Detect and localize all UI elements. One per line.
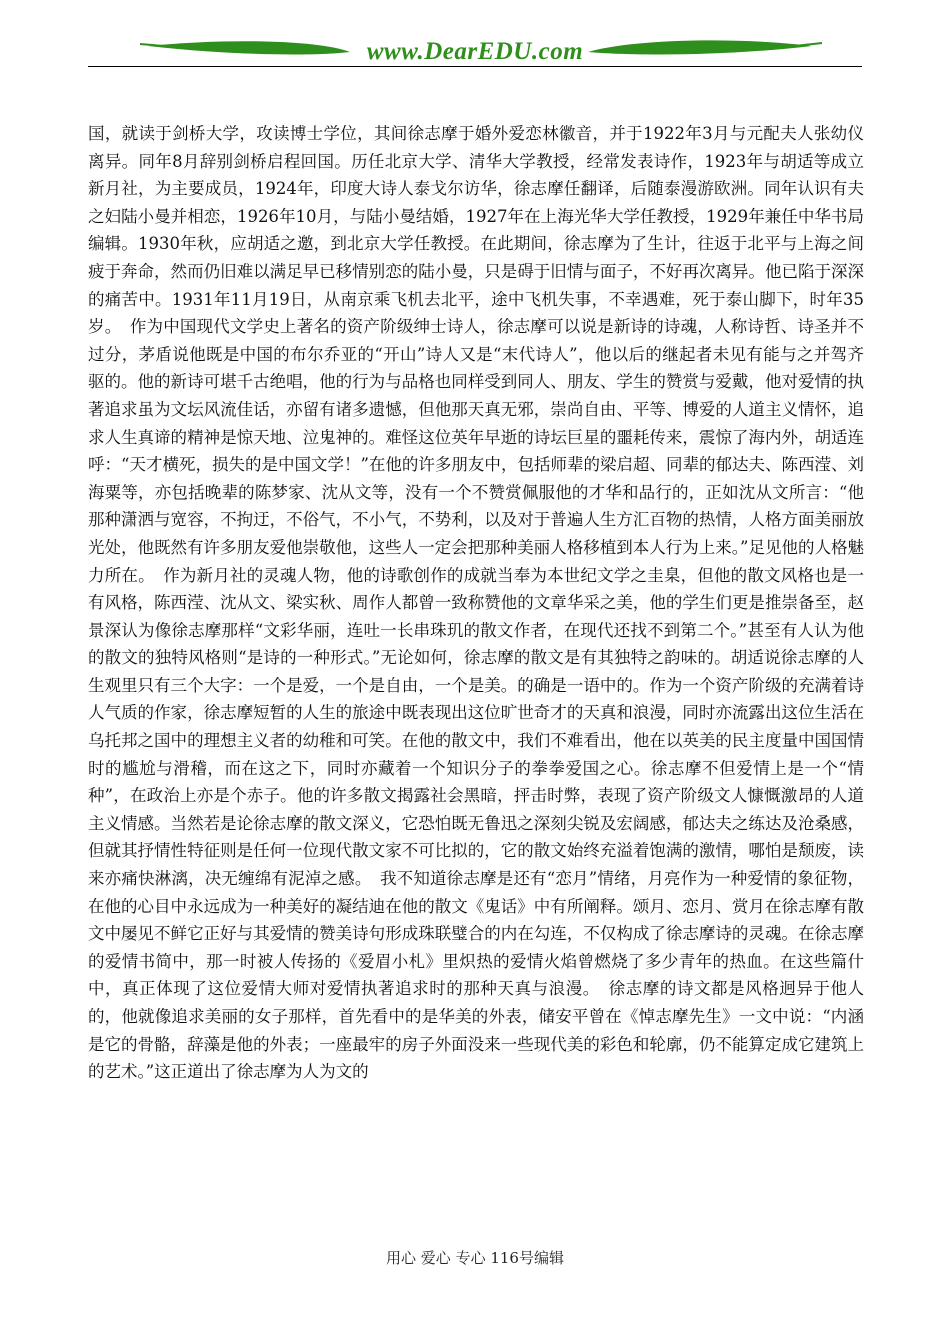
site-logo-text[interactable]: www.DearEDU.com bbox=[366, 38, 584, 65]
page-header bbox=[88, 30, 862, 74]
header-divider bbox=[88, 66, 862, 67]
article-paragraph: 国，就读于剑桥大学，攻读博士学位，其间徐志摩于婚外爱恋林徽音，并于1922年3月与元配夫人张幼仪离异。同年8月辞别剑桥启程回国。历任北京大学、清华大学教授，经常发表诗作，1923年与胡适等成立新月社，为主要成员，1924年，印度大诗人泰戈尔访华，徐志摩任翻译，后随泰漫游欧洲。同年认识有夫之妇陆小曼并相恋，1926年10月，与陆小曼结婚，1927年在上海光华大学任教授，1929年兼任中华书局编辑。1930年秋，应胡适之邀，到北京大学任教授。在此期间，徐志摩为了生计，往返于北平与上海之间疲于奔命，然而仍旧难以满足早已移情别恋的陆小曼，只是碍于旧情与面子，不好再次离异。他已陷于深深的痛苦中。1931年11月19日，从南京乘飞机去北平，途中飞机失事，不幸遇难，死于泰山脚下，时年35岁。 作为中国现代文学史上著名的资产阶级绅士诗人，徐志摩可以说是新诗的诗魂，人称诗哲、诗圣并不过分，茅盾说他既是中国的布尔乔亚的“开山”诗人又是“末代诗人”，他以后的继起者未见有能与之并驾齐驱的。他的新诗可堪千古绝唱，他的行为与品格也同样受到同人、朋友、学生的赞赏与爱戴，他对爱情的执著追求虽为文坛风流佳话，亦留有诸多遗憾，但他那天真无邪，崇尚自由、平等、博爱的人道主义情怀，追求人生真谛的精神是惊天地、泣鬼神的。难怪这位英年早逝的诗坛巨星的噩耗传来，震惊了海内外，胡适连呼：“天才横死，损失的是中国文学！”在他的许多朋友中，包括师辈的梁启超、同辈的郁达夫、陈西滢、刘海粟等，亦包括晚辈的陈梦家、沈从文等，没有一个不赞赏佩服他的才华和品行的，正如沈从文所言：“他那种潇洒与宽容，不拘迂，不俗气，不小气，不势利，以及对于普遍人生方汇百物的热情，人格方面美丽放光处，他既然有许多朋友爱他崇敬他，这些人一定会把那种美丽人格移植到本人行为上来。”足见他的人格魅力所在。 作为新月社的灵魂人物，他的诗歌创作的成就当奉为本世纪文学之圭臬，但他的散文风格也是一有风格，陈西滢、沈从文、梁实秋、周作人都曾一致称赞他的文章华采之美，他的学生们更是推崇备至，赵景深认为像徐志摩那样“文彩华丽，连吐一长串珠玑的散文作者，在现代还找不到第二个。”甚至有人认为他的散文的独特风格则“是诗的一种形式。”无论如何，徐志摩的散文是有其独特之韵味的。胡适说徐志摩的人生观里只有三个大字：一个是爱，一个是自由，一个是美。的确是一语中的。作为一个资产阶级的充满着诗人气质的作家，徐志摩短暂的人生的旅途中既表现出这位旷世奇才的天真和浪漫，同时亦流露出这位生活在乌托邦之国中的理想主义者的幼稚和可笑。在他的散文中，我们不难看出，他在以英美的民主度量中国国情时的尴尬与滑稽，而在这之下，同时亦藏着一个知识分子的拳拳爱国之心。徐志摩不但爱情上是一个“情种”，在政治上亦是个赤子。他的许多散文揭露社会黑暗，抨击时弊，表现了资产阶级文人慷慨激昂的人道主义情感。当然若是论徐志摩的散文深义，它恐怕既无鲁迅之深刻尖锐及宏阔感，郁达夫之练达及沧桑感，但就其抒情性特征则是任何一位现代散文家不可比拟的，它的散文始终充溢着饱满的激情，哪怕是颓废，读来亦痛快淋漓，决无缠绵有泥淖之感。 我不知道徐志摩是还有“恋月”情绪，月亮作为一种爱情的象征物，在他的心目中永远成为一种美好的凝结迪在他的散文《鬼话》中有所阐释。颂月、恋月、赏月在徐志摩有散文中屡见不鲜它正好与其爱情的赞美诗句形成珠联璧合的内在勾连，不仅构成了徐志摩诗的灵魂。在徐志摩的爱情书简中，那一时被人传扬的《爱眉小札》里炽热的爱情火焰曾燃烧了多少青年的热血。在这些篇什中，真正体现了这位爱情大师对爱情执著追求时的那种天真与浪漫。 徐志摩的诗文都是风格迥异于他人的，他就像追求美丽的女子那样，首先看中的是华美的外表，储安平曾在《悼志摩先生》一文中说：“内涵是它的骨骼，辞藻是他的外表；一座最牢的房子外面没来一些现代美的彩色和轮廓，仍不能算定成它建筑上的艺术。”这正道出了徐志摩为人为文的 bbox=[88, 124, 864, 1082]
article-body bbox=[88, 120, 864, 1086]
page-footer: 用心 爱心 专心 116号编辑 bbox=[386, 1249, 564, 1267]
